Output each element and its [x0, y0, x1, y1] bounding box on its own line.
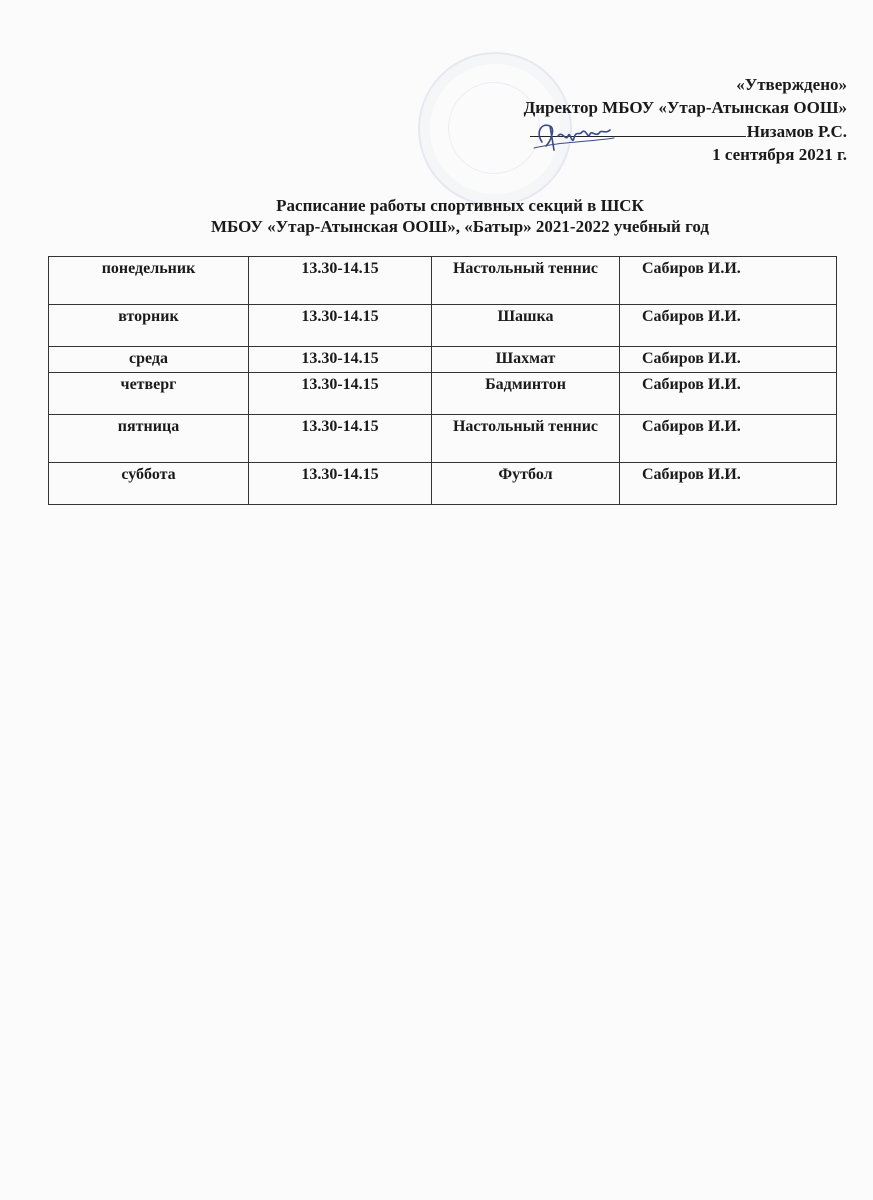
- trainer-cell: Сабиров И.И.: [620, 305, 837, 347]
- day-cell: четверг: [49, 373, 249, 415]
- day-cell: среда: [49, 347, 249, 373]
- handwritten-signature: [528, 112, 618, 156]
- section-cell: Футбол: [432, 463, 620, 505]
- table-row: [49, 463, 837, 505]
- trainer-cell: Сабиров И.И.: [620, 347, 837, 373]
- table-row: [49, 373, 837, 415]
- title-line-1: Расписание работы спортивных секций в ШСК: [276, 196, 644, 215]
- trainer-cell: Сабиров И.И.: [620, 257, 837, 305]
- day-cell: пятница: [49, 415, 249, 463]
- trainer-cell: Сабиров И.И.: [620, 463, 837, 505]
- section-cell: Бадминтон: [432, 373, 620, 415]
- table-row: [49, 257, 837, 305]
- time-cell: 13.30-14.15: [249, 463, 432, 505]
- time-cell: 13.30-14.15: [249, 347, 432, 373]
- time-cell: 13.30-14.15: [249, 415, 432, 463]
- table-row: [49, 305, 837, 347]
- approval-position: Директор МБОУ «Утар-Атынская ООШ»: [523, 98, 847, 117]
- day-cell: вторник: [49, 305, 249, 347]
- table-row: [49, 347, 837, 373]
- table-row: [49, 415, 837, 463]
- section-cell: Шахмат: [432, 347, 620, 373]
- section-cell: Шашка: [432, 305, 620, 347]
- trainer-cell: Сабиров И.И.: [620, 415, 837, 463]
- schedule-table: [48, 256, 837, 505]
- section-cell: Настольный теннис: [432, 257, 620, 305]
- title-line-2: МБОУ «Утар-Атынская ООШ», «Батыр» 2021-2022 учебный год: [211, 217, 709, 236]
- approval-name: Низамов Р.С.: [746, 122, 847, 141]
- section-cell: Настольный теннис: [432, 415, 620, 463]
- time-cell: 13.30-14.15: [249, 305, 432, 347]
- approval-date: 1 сентября 2021 г.: [712, 145, 847, 164]
- day-cell: понедельник: [49, 257, 249, 305]
- approval-heading: «Утверждено»: [736, 75, 847, 94]
- time-cell: 13.30-14.15: [249, 257, 432, 305]
- day-cell: суббота: [49, 463, 249, 505]
- time-cell: 13.30-14.15: [249, 373, 432, 415]
- document-title: [150, 195, 770, 237]
- trainer-cell: Сабиров И.И.: [620, 373, 837, 415]
